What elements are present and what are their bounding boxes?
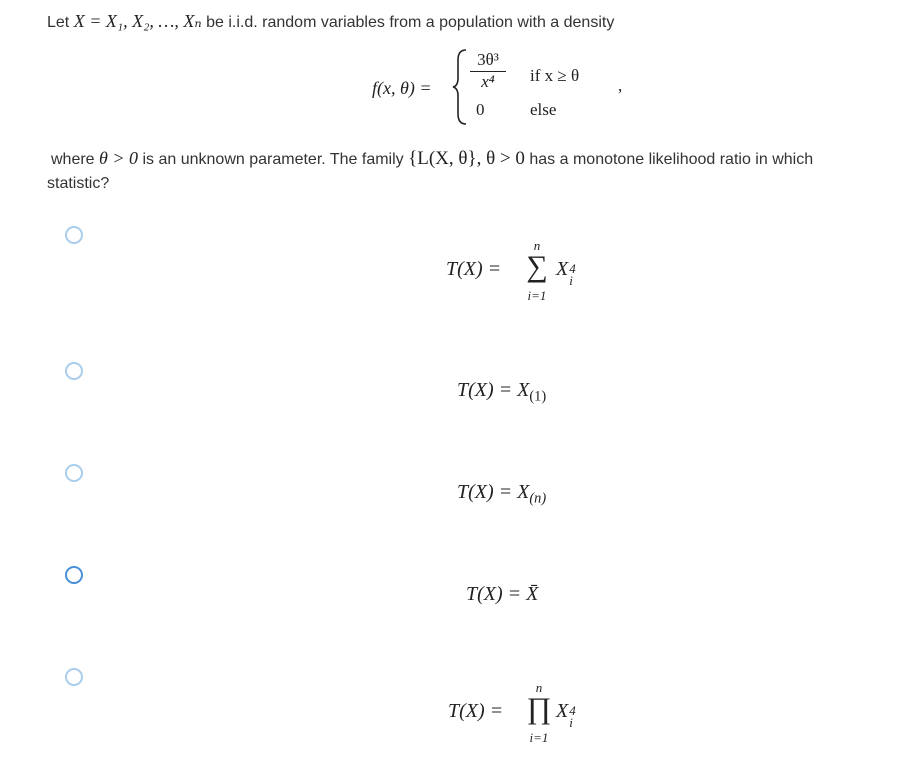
option-b-base: X bbox=[517, 379, 530, 401]
option-e-formula bbox=[448, 700, 503, 723]
density-condition-if: if x ≥ θ bbox=[530, 66, 580, 85]
option-a-term-base: X bbox=[556, 258, 569, 280]
question-line2-math1: θ > 0 bbox=[99, 148, 139, 168]
question-line2-math2: {L(X, θ}, θ > 0 bbox=[408, 148, 525, 169]
option-c-formula bbox=[457, 481, 547, 507]
option-a-upper-limit: n bbox=[533, 238, 541, 253]
option-b-sub: (1) bbox=[529, 388, 547, 405]
option-a-radio[interactable] bbox=[65, 226, 83, 244]
option-b-lhs: T(X) = bbox=[457, 379, 513, 401]
option-d-lhs: T(X) = bbox=[466, 583, 522, 605]
option-a-sum bbox=[522, 238, 552, 304]
left-brace-icon bbox=[452, 48, 468, 126]
density-case-zero: 0 bbox=[476, 100, 485, 119]
product-icon: ∏ bbox=[526, 692, 552, 725]
density-condition-else: else bbox=[530, 100, 557, 119]
question-intro-lead: Let bbox=[47, 14, 70, 31]
density-denominator: x⁴ bbox=[481, 72, 495, 91]
option-a-term bbox=[556, 258, 578, 288]
option-b-formula bbox=[457, 379, 547, 405]
option-e-radio[interactable] bbox=[65, 668, 83, 686]
option-c-sub: (n) bbox=[529, 490, 547, 507]
density-numerator: 3θ³ bbox=[477, 50, 499, 69]
option-e-lhs: T(X) = bbox=[448, 700, 504, 722]
question-line2-tail: has a monotone likelihood ratio in which bbox=[529, 151, 814, 168]
option-a-term-sup: 4 bbox=[569, 261, 576, 276]
option-c-base: X bbox=[517, 481, 530, 503]
option-a-formula bbox=[446, 258, 501, 281]
option-c-radio[interactable] bbox=[65, 464, 83, 482]
option-e-term-base: X bbox=[556, 700, 569, 722]
density-lhs: f(x, θ) = bbox=[372, 78, 432, 98]
summation-icon: ∑ bbox=[526, 250, 548, 283]
option-d-formula bbox=[466, 583, 538, 606]
question-intro-tail: be i.i.d. random variables from a population with a density bbox=[206, 14, 615, 31]
option-e-upper-limit: n bbox=[535, 680, 543, 695]
question-line2-mid: is an unknown parameter. The family bbox=[142, 151, 404, 168]
question-line-2 bbox=[51, 148, 813, 170]
option-e-term-sup: 4 bbox=[569, 703, 576, 718]
option-d-radio[interactable] bbox=[65, 566, 83, 584]
option-d-base: X̄ bbox=[526, 583, 539, 605]
option-e-term-sub: i bbox=[569, 715, 573, 730]
density-formula bbox=[372, 46, 632, 126]
density-trailing-comma: , bbox=[618, 76, 623, 95]
question-line-3: statistic? bbox=[47, 175, 110, 192]
question-intro bbox=[47, 11, 614, 32]
option-a-lower-limit: i=1 bbox=[527, 288, 547, 303]
option-e-product bbox=[524, 680, 554, 746]
option-c-lhs: T(X) = bbox=[457, 481, 513, 503]
option-a-term-sub: i bbox=[569, 273, 573, 288]
option-a-lhs: T(X) = bbox=[446, 258, 502, 280]
question-line2-lead: where bbox=[51, 151, 95, 168]
option-b-radio[interactable] bbox=[65, 362, 83, 380]
option-e-term bbox=[556, 700, 578, 730]
option-e-lower-limit: i=1 bbox=[529, 730, 549, 745]
question-intro-math: X = X₁, X₂, …, Xₙ bbox=[73, 11, 202, 31]
density-fraction bbox=[468, 50, 508, 92]
